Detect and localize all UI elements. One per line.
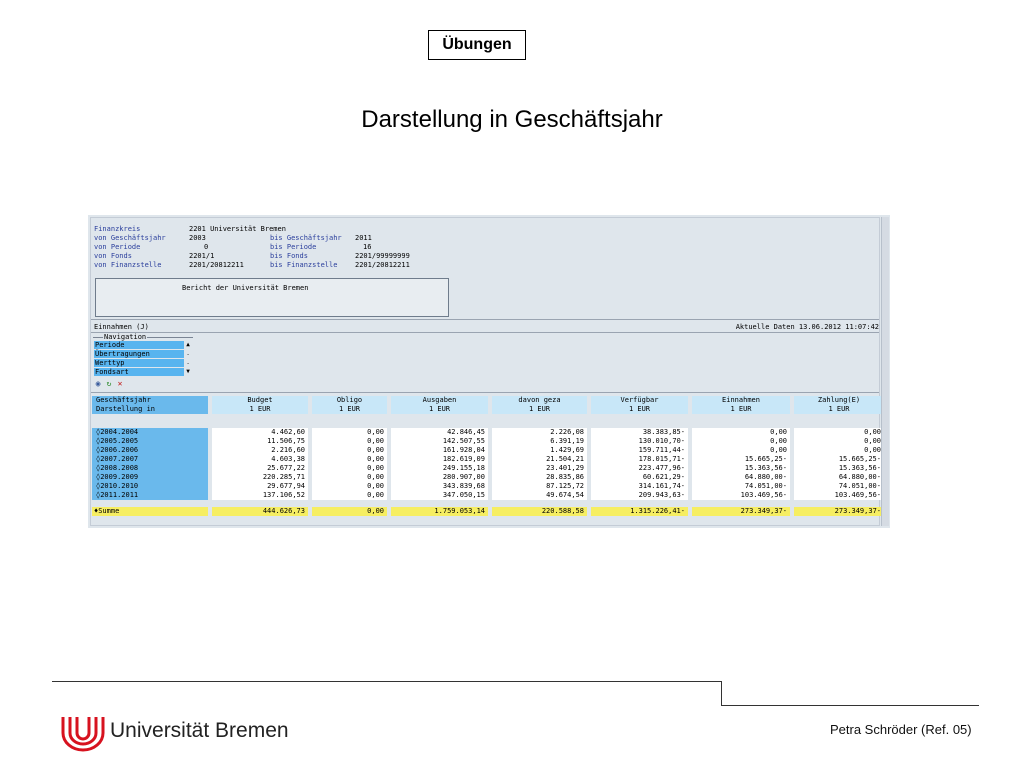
nav-scroll-up-icon[interactable]: ▲ — [186, 341, 190, 348]
nav-scroll-down-icon[interactable]: ▼ — [186, 368, 190, 375]
footer-line — [721, 705, 979, 706]
table-cell: 60.621,29- — [591, 473, 688, 482]
separator-nav — [91, 332, 879, 333]
von-fst-label: von Finanzstelle — [94, 261, 162, 269]
table-row-label[interactable]: ◊2011.2011 — [92, 491, 208, 500]
table-cell: 23.401,29 — [492, 464, 587, 473]
table-cell: 159.711,44- — [591, 446, 688, 455]
footer-line — [52, 681, 721, 682]
table-cell: 29.677,94 — [212, 482, 308, 491]
von-gj-label: von Geschäftsjahr — [94, 234, 166, 242]
refresh-icon[interactable]: ↻ — [106, 379, 112, 388]
table-cell: 28.835,86 — [492, 473, 587, 482]
column-unit: 1 EUR — [692, 405, 790, 414]
table-cell: 11.506,75 — [212, 437, 308, 446]
search-icon[interactable]: ◉ — [95, 379, 101, 388]
table-cell: 0,00 — [312, 491, 387, 500]
table-row-label[interactable]: ◊2007.2007 — [92, 455, 208, 464]
table-cell: 343.839,68 — [391, 482, 488, 491]
column-header[interactable]: Budget — [212, 396, 308, 405]
table-cell: 74.051,00- — [692, 482, 790, 491]
bis-fst-label: bis Finanzstelle — [270, 261, 338, 269]
sum-cell: 0,00 — [312, 507, 387, 516]
table-cell: 220.285,71 — [212, 473, 308, 482]
vertical-scrollbar[interactable] — [881, 217, 889, 526]
table-cell: 0,00 — [312, 428, 387, 437]
bis-fonds-value: 2201/99999999 — [355, 252, 410, 260]
table-cell: 137.106,52 — [212, 491, 308, 500]
table-cell: 0,00 — [692, 437, 790, 446]
sum-cell: 220.588,58 — [492, 507, 587, 516]
university-logo-icon — [60, 713, 106, 753]
sap-report-panel — [90, 217, 880, 526]
von-fonds-label: von Fonds — [94, 252, 132, 260]
report-title: Bericht der Universität Bremen — [182, 284, 309, 292]
von-periode-value: 0 — [204, 243, 209, 251]
table-row-label[interactable]: ◊2006.2006 — [92, 446, 208, 455]
table-cell: 103.469,56- — [794, 491, 884, 500]
column-unit: 1 EUR — [212, 405, 308, 414]
nav-scroll-dot: . — [186, 359, 190, 366]
table-row-label[interactable]: ◊2009.2009 — [92, 473, 208, 482]
table-cell: 0,00 — [794, 428, 884, 437]
table-cell: 103.469,56- — [692, 491, 790, 500]
bis-gj-value: 2011 — [355, 234, 372, 242]
aktuelle-daten-label: Aktuelle Daten 13.06.2012 11:07:42 — [735, 323, 879, 331]
sum-cell: 444.626,73 — [212, 507, 308, 516]
table-cell: 182.619,09 — [391, 455, 488, 464]
table-cell: 64.880,00- — [794, 473, 884, 482]
table-cell: 161.928,04 — [391, 446, 488, 455]
von-fst-value: 2201/20812211 — [189, 261, 244, 269]
table-cell: 0,00 — [794, 437, 884, 446]
table-cell: 64.880,00- — [692, 473, 790, 482]
table-cell: 142.507,55 — [391, 437, 488, 446]
bis-fst-value: 2201/20812211 — [355, 261, 410, 269]
table-cell: 347.050,15 — [391, 491, 488, 500]
table-cell: 223.477,96- — [591, 464, 688, 473]
bis-periode-value: 16 — [363, 243, 372, 251]
table-cell: 42.846,45 — [391, 428, 488, 437]
table-cell: 87.125,72 — [492, 482, 587, 491]
table-cell: 2.216,60 — [212, 446, 308, 455]
column-unit: 1 EUR — [591, 405, 688, 414]
table-cell: 0,00 — [312, 437, 387, 446]
slide-tag: Übungen — [428, 30, 526, 60]
table-cell: 38.383,85- — [591, 428, 688, 437]
table-cell: 249.155,18 — [391, 464, 488, 473]
navigation-toolbar — [94, 380, 127, 389]
column-header[interactable]: Verfügbar — [591, 396, 688, 405]
separator-top — [91, 319, 879, 320]
finanzkreis-value: 2201 Universität Bremen — [189, 225, 286, 233]
sum-cell: 273.349,37- — [692, 507, 790, 516]
table-row-label[interactable]: ◊2010.2010 — [92, 482, 208, 491]
navigation-title: Navigation — [104, 333, 147, 341]
row-header-darstellung[interactable]: Darstellung in — [92, 405, 208, 414]
table-cell: 0,00 — [692, 428, 790, 437]
table-cell: 74.051,00- — [794, 482, 884, 491]
column-header[interactable]: Obligo — [312, 396, 387, 405]
nav-scroll-dot: . — [186, 350, 190, 357]
nav-item-uebertragungen[interactable]: Übertragungen — [94, 350, 184, 358]
finanzkreis-label: Finanzkreis — [94, 225, 141, 233]
table-cell: 6.391,19 — [492, 437, 587, 446]
table-cell: 25.677,22 — [212, 464, 308, 473]
von-gj-value: 2003 — [189, 234, 206, 242]
table-cell: 0,00 — [692, 446, 790, 455]
sap-report-screenshot — [88, 215, 890, 528]
bis-gj-label: bis Geschäftsjahr — [270, 234, 342, 242]
column-header[interactable]: Einnahmen — [692, 396, 790, 405]
sum-row-label[interactable]: ♦Summe — [92, 507, 208, 516]
table-cell: 2.226,08 — [492, 428, 587, 437]
von-periode-label: von Periode — [94, 243, 141, 251]
table-cell: 0,00 — [794, 446, 884, 455]
table-row-label[interactable]: ◊2005.2005 — [92, 437, 208, 446]
table-cell: 15.363,56- — [794, 464, 884, 473]
bis-periode-label: bis Periode — [270, 243, 317, 251]
column-unit: 1 EUR — [391, 405, 488, 414]
slide-author: Petra Schröder (Ref. 05) — [830, 722, 972, 737]
column-unit: 1 EUR — [312, 405, 387, 414]
table-cell: 178.015,71- — [591, 455, 688, 464]
table-cell: 21.504,21 — [492, 455, 587, 464]
table-cell: 49.674,54 — [492, 491, 587, 500]
bis-fonds-label: bis Fonds — [270, 252, 308, 260]
column-header[interactable]: davon geza — [492, 396, 587, 405]
report-title-box — [95, 278, 449, 317]
table-cell: 15.665,25- — [692, 455, 790, 464]
nav-item-fondsart[interactable]: Fondsart — [94, 368, 184, 376]
sum-cell: 1.759.053,14 — [391, 507, 488, 516]
table-cell: 209.943,63- — [591, 491, 688, 500]
table-cell: 0,00 — [312, 473, 387, 482]
column-unit: 1 EUR — [794, 405, 884, 414]
sum-cell: 273.349,37- — [794, 507, 884, 516]
column-header[interactable]: Zahlung(E) — [794, 396, 884, 405]
table-cell: 0,00 — [312, 446, 387, 455]
table-cell: 130.010,70- — [591, 437, 688, 446]
sum-cell: 1.315.226,41- — [591, 507, 688, 516]
von-fonds-value: 2201/1 — [189, 252, 215, 260]
table-cell: 280.907,00 — [391, 473, 488, 482]
table-row-label[interactable]: ◊2008.2008 — [92, 464, 208, 473]
einnahmen-label: Einnahmen (J) — [94, 323, 149, 331]
table-cell: 4.603,38 — [212, 455, 308, 464]
table-cell: 0,00 — [312, 455, 387, 464]
nav-item-periode[interactable]: Periode — [94, 341, 184, 349]
footer-line — [721, 681, 722, 705]
table-cell: 15.363,56- — [692, 464, 790, 473]
column-unit: 1 EUR — [492, 405, 587, 414]
table-cell: 0,00 — [312, 482, 387, 491]
slide-title: Darstellung in Geschäftsjahr — [361, 106, 663, 133]
row-header-geschaeftsjahr[interactable]: Geschäftsjahr — [92, 396, 208, 405]
table-cell: 15.665,25- — [794, 455, 884, 464]
column-header[interactable]: Ausgaben — [391, 396, 488, 405]
close-icon[interactable]: ✕ — [117, 379, 123, 388]
table-cell: 314.161,74- — [591, 482, 688, 491]
university-name: Universität Bremen — [110, 719, 289, 742]
table-cell: 0,00 — [312, 464, 387, 473]
table-row-label[interactable]: ◊2004.2004 — [92, 428, 208, 437]
separator-table — [91, 392, 879, 393]
nav-item-werttyp[interactable]: Werttyp — [94, 359, 184, 367]
table-cell: 1.429,69 — [492, 446, 587, 455]
table-cell: 4.462,60 — [212, 428, 308, 437]
